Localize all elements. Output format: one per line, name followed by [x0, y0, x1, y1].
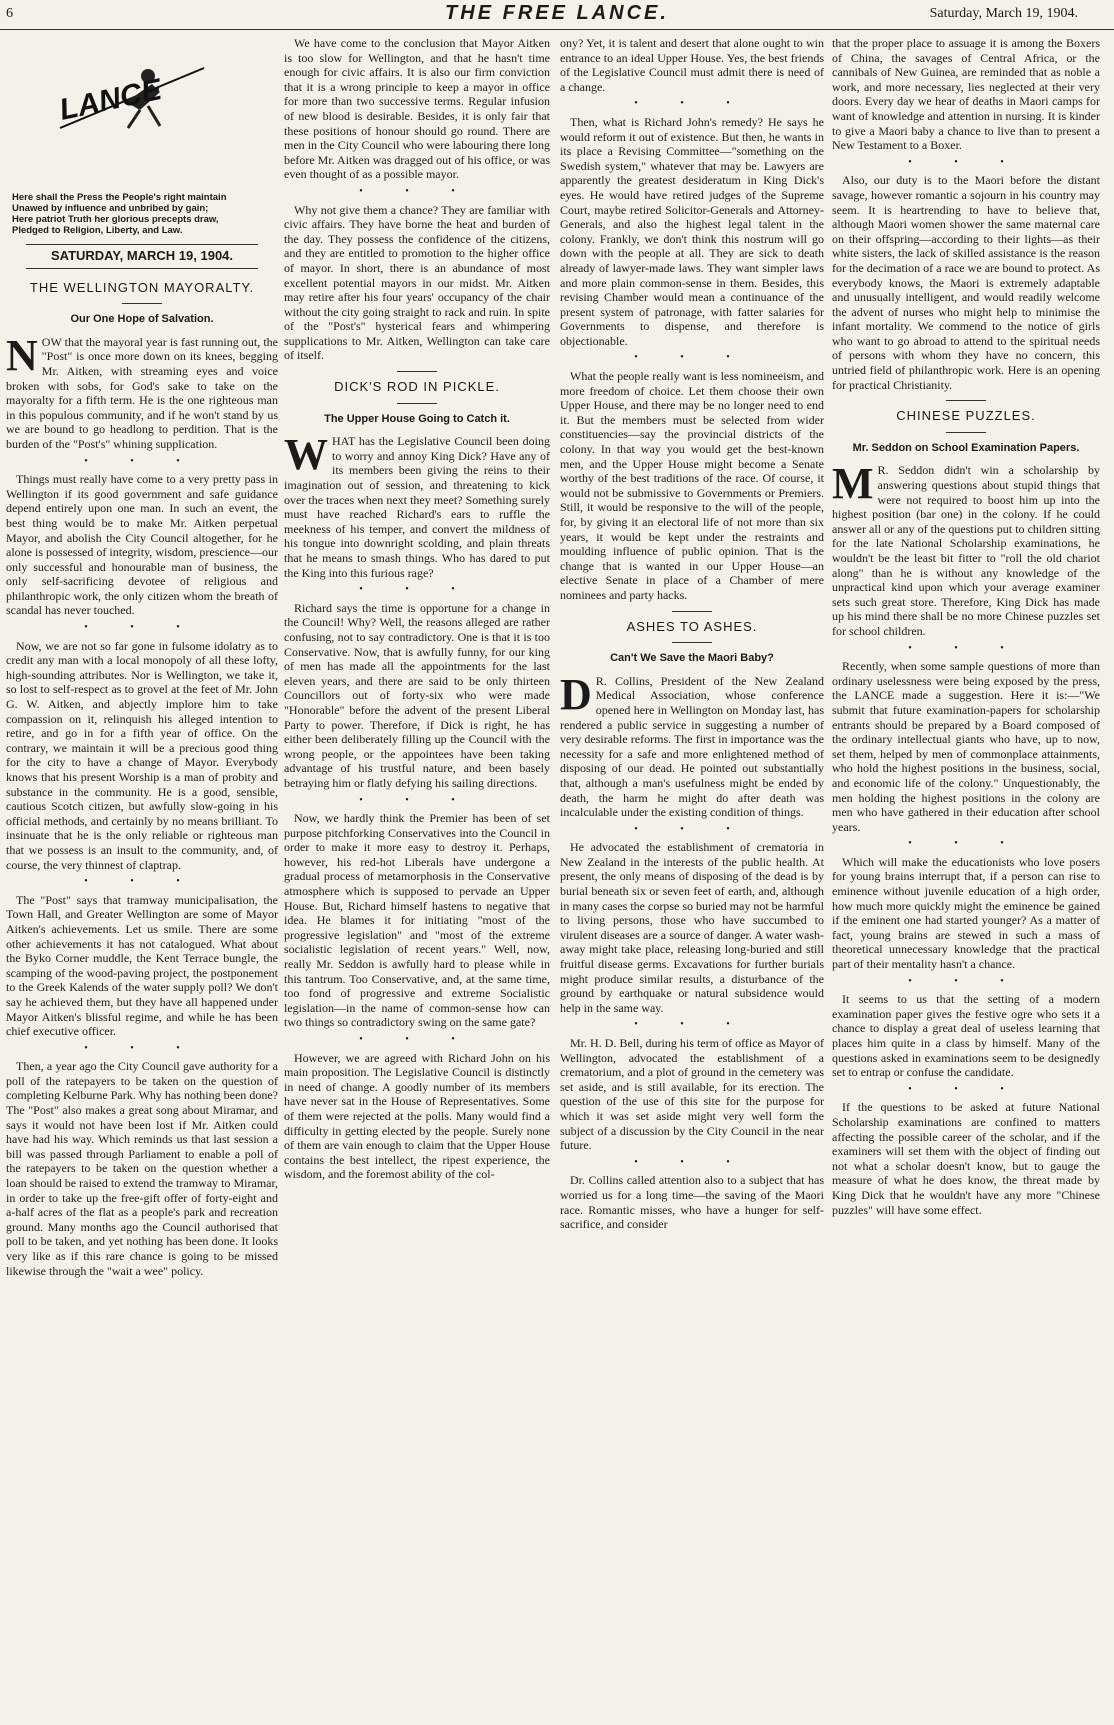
motto [6, 192, 278, 236]
article-paragraph: We have come to the conclusion that Mayor Aitken is too slow for Wellington, and that he hasn't time enough for civic affairs. It is also our firm conviction that it is a wrong principle to keep a mayor in office for more than two successive terms. Regular infusion of new blood is desirable. Besides, it is only fair that these positions of honour should go round. There are men in the City Council who were labouring there long before Mr. Aitken was dragged out of his office, or was even thought of as a possible mayor. [284, 36, 550, 182]
divider [122, 303, 162, 304]
separator: • • • [908, 642, 1024, 654]
article-paragraph: D R. Collins, President of the New Zealand Medical Association, whose conference opened here in Wellington on Monday last, has rendered a public service in suggesting a number of very desirable reforms. The first in importance was the necessity for a safe and more enlightened method of disposing of our dead. He pointed out substantially that, although a man's usefulness might be ended by death, the harm he might do after death was incalculable under the existing condition of things. [560, 669, 824, 820]
article-paragraph: Then, what is Richard John's remedy? He says he would reform it out of existence. But then, he wants in its place a Revising Committee—"something on the Swedish system," whatever that may be. Lawyers are apparently the greatest desideratum in King Dick's eyes. He would have retired judges of the Supreme Court, maybe retired Solicitor-Generals and Attorney-Generals, and also the highest legal talent in the colony. Frankly, we don't think this nostrum will go down with the people at all. They are sick to death already of lawyer-made laws. They want simpler laws and more plain common-sense in them. Besides, this revising Chamber would mean a continuance of the present system of patronage, with fatter salaries for Governments to dispense, and therefore is objectionable. [560, 114, 824, 348]
header-rule [0, 29, 1114, 30]
divider [397, 403, 437, 404]
article-paragraph: Richard says the time is opportune for a change in the Council! Why? Well, the reasons alleged are rather confusing, not to say contradictory. One is that it is too Conservative. Now, that is awfully funny, for our king of men has made all the appointments for the last eleven years, and there are said to be only thirteen Councillors out of forty-six who were made "Honorable" before the advent of the present Liberal Party to power. Therefore, if Dick is right, he has either been deliberately filling up the Council with the wrong people, or the appointees have been taking advantage of his trustful nature, and been basely betraying him or flatly defying his sailing directions. [284, 600, 550, 790]
masthead: THE FREE LANCE. [445, 2, 669, 24]
separator: • • • [359, 584, 475, 596]
article-paragraph: M R. Seddon didn't win a scholarship by answering questions about stupid things that were not required to boost him up into the highest position (bar one) in the colony. If he could answer all or any of the questions put to children sitting for the late National Scholarship examinations, he wouldn't be the least bit fitter to "roll the old chariot along" than he is without any knowledge of the unpractical kind upon which your average examiner sets such great store. Therefore, King Dick has made up his mind there shall be no more Chinese puzzles set for school children. [832, 459, 1100, 638]
article-paragraph: If the questions to be asked at future National Scholarship examinations are confined to matters affecting the possible career of the scholar, and if the examiners will set them with the object of finding out not what a scholar doesn't know, but to gauge the measure of what he does know, the threat made by King Dick that he wouldn't have any more "Chinese puzzles" will have some effect. [832, 1100, 1100, 1217]
motto-line: Here patriot Truth her glorious precepts draw, [12, 214, 219, 225]
article-paragraph: He advocated the establishment of crematoria in New Zealand in the interests of the public health. At present, the only means of disposing of the dead is by burial beneath six or seven feet of earth, and, although in many cases the corpse so buried may not be harmful to living persons, those who have succumbed to virulent diseases are a source of danger. A water wash-away might take place, releasing long-buried and still fruitful disease germs. Excavations for further burials might produce similar results, a disturbance of the ground by earthquake or natural subsidence would help in the same way. [560, 840, 824, 1015]
article-paragraph: Recently, when some sample questions of more than ordinary uselessness were being exposed by the press, the LANCE made a suggestion. Here it is:—"We submit that future examination-papers for scholarship entrants should be prepared by a Board composed of the ordinary intellectual giants who have, up to now, set them, helped by men of commonplace attainments, who hold the highest positions in the business, social, and economic life of the colony." Unquestionably, the men holding the highest positions in the colony are men who have gathered in their education after school years. [832, 659, 1100, 834]
separator: • • • [84, 622, 200, 634]
article-title: THE WELLINGTON MAYORALTY. [29, 279, 255, 295]
article-subtitle: The Upper House Going to Catch it. [324, 412, 510, 425]
separator: • • • [84, 876, 200, 888]
lance-logo [6, 36, 278, 186]
article-paragraph: Why not give them a chance? They are familiar with civic affairs. They have borne the heat and burden of the day. They possess the confidence of the citizens, and they are entitled to promotion to the higher office of mayor. In short, there is an abundance of most excellent potential mayors in our midst. Mr. Aitken may retire after his four years' occupancy of the chair without the city going straight to rack and ruin. In spite of the "Post's" hysterical fears and whimpering supplications to Mr. Aitken, Wellington can take care of itself. [284, 202, 550, 363]
article-paragraph: NOW that the mayoral year is fast running out, the "Post" is once more down on its knees, begging Mr. Aitken, with streaming eyes and voice broken with sobs, for God's sake to take on the mayoralty for a fifth term. He is the one righteous man in this populous community, and if he won't stand by us we are bound to go headlong to perdition. That is the burden of the "Post's" whining supplication. [6, 330, 278, 451]
separator: • • • [908, 838, 1024, 850]
article-paragraph: However, we are agreed with Richard John on his main proposition. The Legislative Council is distinctly in need of change. A goodly number of its members have never sat in the House of Representatives. Some of them were rejected at the polls. Many would find a difficulty in getting elected by the people. Surely none of them are vain enough to claim that the Upper House contains the best intellect, the ripest experience, the wisdom, and the foremost ability of the col- [284, 1050, 550, 1182]
header-date: Saturday, March 19, 1904. [929, 6, 1078, 21]
article-subtitle: Mr. Seddon on School Examination Papers. [852, 441, 1080, 454]
article-paragraph: It seems to us that the setting of a modern examination paper gives the festive ogre who sets it a chance to display a great deal of useless learning that places him quite in a class by himself. Many of the questions asked in examinations seem to be designedly set to entrap or confuse the candidate. [832, 992, 1100, 1080]
motto-line: Unawed by influence and unbribed by gain; [12, 203, 209, 214]
article-subtitle: Can't We Save the Maori Baby? [610, 652, 774, 665]
separator: • • • [84, 1042, 200, 1054]
page-header [0, 0, 1114, 30]
article-title: CHINESE PUZZLES. [896, 408, 1036, 424]
dropcap: N [6, 330, 38, 380]
article-paragraph: WHAT has the Legislative Council been doing to worry and annoy King Dick? Have any of its members been giving the reins to their imagination out of session, and threatening to kick over the traces when next they meet? Something surely must have reached Richard's ears to ruffle the meekness of his temper, and convert the mildness of his tongue into downright scolding, and plain threats that he means to smash things. Who has dared to put the King into this furious rage? [284, 430, 550, 580]
divider [946, 432, 986, 433]
article-paragraph: Also, our duty is to the Maori before the distant savage, however romantic a sojourn in his country may seem. It is heartrending to have to believe that, although Maori women shower the same maternal care on their offspring—according to their lights—as their white sisters, the lack of skilled assistance is the reason for the decimation of a race we are bound to protect. As everybody knows, the Maori is extremely adaptable and unusually intelligent, and would readily welcome the advent of nurses who might help to minimise the infant mortality. We commend to the notice of girls who want to go abroad to attend to the spiritual needs of persons with whom they have no concern, this untried field of philanthropic work. Here is an opening for practical Christianity. [832, 173, 1100, 392]
separator: • • • [84, 455, 200, 467]
issue-date: SATURDAY, MARCH 19, 1904. [26, 244, 258, 269]
article-paragraph: The "Post" says that tramway municipalisation, the Town Hall, and Greater Wellington are some of Mayor Aitken's achievements. Let us smile. There are some other achievements it has not catalogued. What about the Byko Corner muddle, the Kent Terrace bungle, the scamping of the wood-paving project, the postponement to the Greek Kalends of the water supply poll? We don't say he achieved them, but they have all happened under Mayor Aitken's blissful regime, and while he has been chief executive officer. [6, 892, 278, 1039]
article-paragraph: ony? Yet, it is talent and desert that alone ought to win entrance to an ideal Upper House. Yes, the best friends of the Legislative Council must admit there is need of a change. [560, 36, 824, 94]
article-paragraph: Then, a year ago the City Council gave authority for a poll of the ratepayers to be taken on the question of completing Kelburne Park. Why has nothing been done? The "Post" also makes a great song about Miramar, and says it would not have been lost if Mr. Aitken could have had his way. Which reminds us that last session a bill was passed through Parliament to enable a poll of the ratepayers to be taken on the question whether a loan should be raised to extend the tramway to Miramar, in order to take up the free-gift offer of forty-eight and a-half acres of the flat as a people's park and recreation ground. Many months ago the Council authorised that poll to be taken, and yet nothing has been done. It looks very like as if this rare chance is going to be missed likewise through the "wait a wee" policy. [6, 1059, 278, 1278]
motto-line: Here shall the Press the People's right maintain [12, 192, 227, 203]
article-paragraph: Things must really have come to a very pretty pass in Wellington if its good government and safe guidance depend entirely upon one man. In such an event, the best thing would be to make Mr. Aitken perpetual Mayor, and abolish the City Council altogether, for he alone is possessed of integrity, wisdom, prescience—our only successful and honourable man of business, the only self-sacrificing devotee of religious and philanthropic work, the only citizen whom the breath of scandal has never touched. [6, 472, 278, 618]
separator: • • • [359, 1034, 475, 1045]
separator: • • • [908, 1083, 1024, 1095]
separator: • • • [908, 975, 1024, 987]
dropcap: M [832, 459, 874, 509]
separator: • • • [359, 794, 475, 806]
article-paragraph: Now, we are not so far gone in fulsome idolatry as to credit any man with a local monopoly of all these lofty, high-sounding attributes. Nor is Wellington, we take it, so lost to self-respect as to grovel at the feet of Mr. John G. W. Aitken, and abjectly implore him to take compassion on it, relinquish his alleged intention to retire, and go in for a fifth year of office. On the contrary, we maintain it will be a precious good thing for the city to have a change of Mayor. Everybody knows that his present Worship is a man of probity and substance in the community. He is a good, sensible, cautious Scotch citizen, but awfully slow-going in his official methods, and certainly by no means brilliant. To insinuate that he is the only reliable or righteous man that we possess is an insult to the community, and, of course, the very thinnest of claptrap. [6, 638, 278, 872]
separator: • • • [634, 1156, 750, 1168]
motto-line: Pledged to Religion, Liberty, and Law. [12, 225, 183, 236]
separator: • • • [634, 98, 750, 110]
article-subtitle: Our One Hope of Salvation. [70, 313, 214, 326]
separator: • • • [634, 1019, 750, 1031]
page-number: 6 [6, 6, 13, 21]
column-2 [284, 36, 550, 1716]
article-paragraph: Now, we hardly think the Premier has been of set purpose pitchforking Conservatives into the Council in order to make it more easy to destroy it. Perhaps, however, his red-hot Liberals have undergone a gradual process of metamorphosis in the Conservative atmosphere which is supposed to pervade an Upper House. But, Richard himself hastens to negative that idea. He blames it for initiating "most of the progressive legislation" and "most of the extreme socialistic legislation of recent years." Well, now, really Mr. Seddon is awfully hard to please while in this tantrum. Too Conservative, and, at the same time, too fond of progressive and extreme Socialistic legislation—in the name of common-sense how can two things so contradictory swing on the same gate? [284, 811, 550, 1030]
column-4 [832, 36, 1100, 1716]
column-3 [560, 36, 824, 1716]
column-1 [6, 36, 278, 1716]
article-paragraph: Mr. H. D. Bell, during his term of office as Mayor of Wellington, advocated the establishment of a crematorium, and a plot of ground in the cemetery was set aside, and is still available, for its erection. The question of the use of this site for the purpose for which it was set aside might very well form the subject of a discussion by the City Council in the near future. [560, 1036, 824, 1153]
article-paragraph: Which will make the educationists who love posers for young brains interrupt that, if a person can rise to eminence without juvenile education of a high order, how much more quickly might the eminence be gained if the eminent one had started younger? As a matter of fact, young brains are stewed in such a mass of theoretical unnecessary knowledge that the practical part of their mentality hasn't a chance. [832, 854, 1100, 972]
separator: • • • [634, 823, 750, 835]
lancer-illustration-icon [56, 62, 206, 132]
logo-wordmark: LANCE [56, 73, 165, 127]
divider [672, 642, 712, 643]
article-paragraph: that the proper place to assuage it is among the Boxers of China, the savages of Central Africa, or the cannibals of New Guinea, are reminded that as noble a work, and more necessary, lies neglected at their very doors. Every day we hear of deaths in Maori camps for want of knowledge and attention in nursing. It is kinder to give a Maori baby a chance to live than to present a New Testament to a Boxer. [832, 36, 1100, 153]
article-paragraph: Dr. Collins called attention also to a subject that has worried us for a long time—the saving of the Maori race. Romantic misses, who have a hunger for self-sacrifice, and consider [560, 1173, 824, 1232]
divider [946, 400, 986, 401]
dropcap: W [284, 430, 328, 480]
article-title: DICK'S ROD IN PICKLE. [334, 379, 500, 395]
separator: • • • [908, 156, 1024, 168]
divider [397, 371, 437, 372]
article-paragraph: What the people really want is less nomineeism, and more freedom of choice. Let them choose their own Upper House, and there may be no longer need to end it. But the members must be selected from wider constituencies—say the provincial districts of the colony. In that way you would get the best-known men, and the Upper House might become a Senate worthy of the best traditions of the race. Of course, it would not be submissive to Governments or Premiers. Still, it would be responsive to the will of the people, for, by giving it an electoral life of not more than six years, it would be kept under the restraints and moulding influence of public opinion. That is the change that is wanted in our Upper House—an elective Senate in place of a Chamber of mere nominees and party hacks. [560, 369, 824, 602]
divider [672, 611, 712, 612]
separator: • • • [634, 352, 750, 364]
separator: • • • [359, 185, 475, 197]
dropcap: D [560, 669, 592, 719]
article-title: ASHES TO ASHES. [626, 618, 758, 634]
